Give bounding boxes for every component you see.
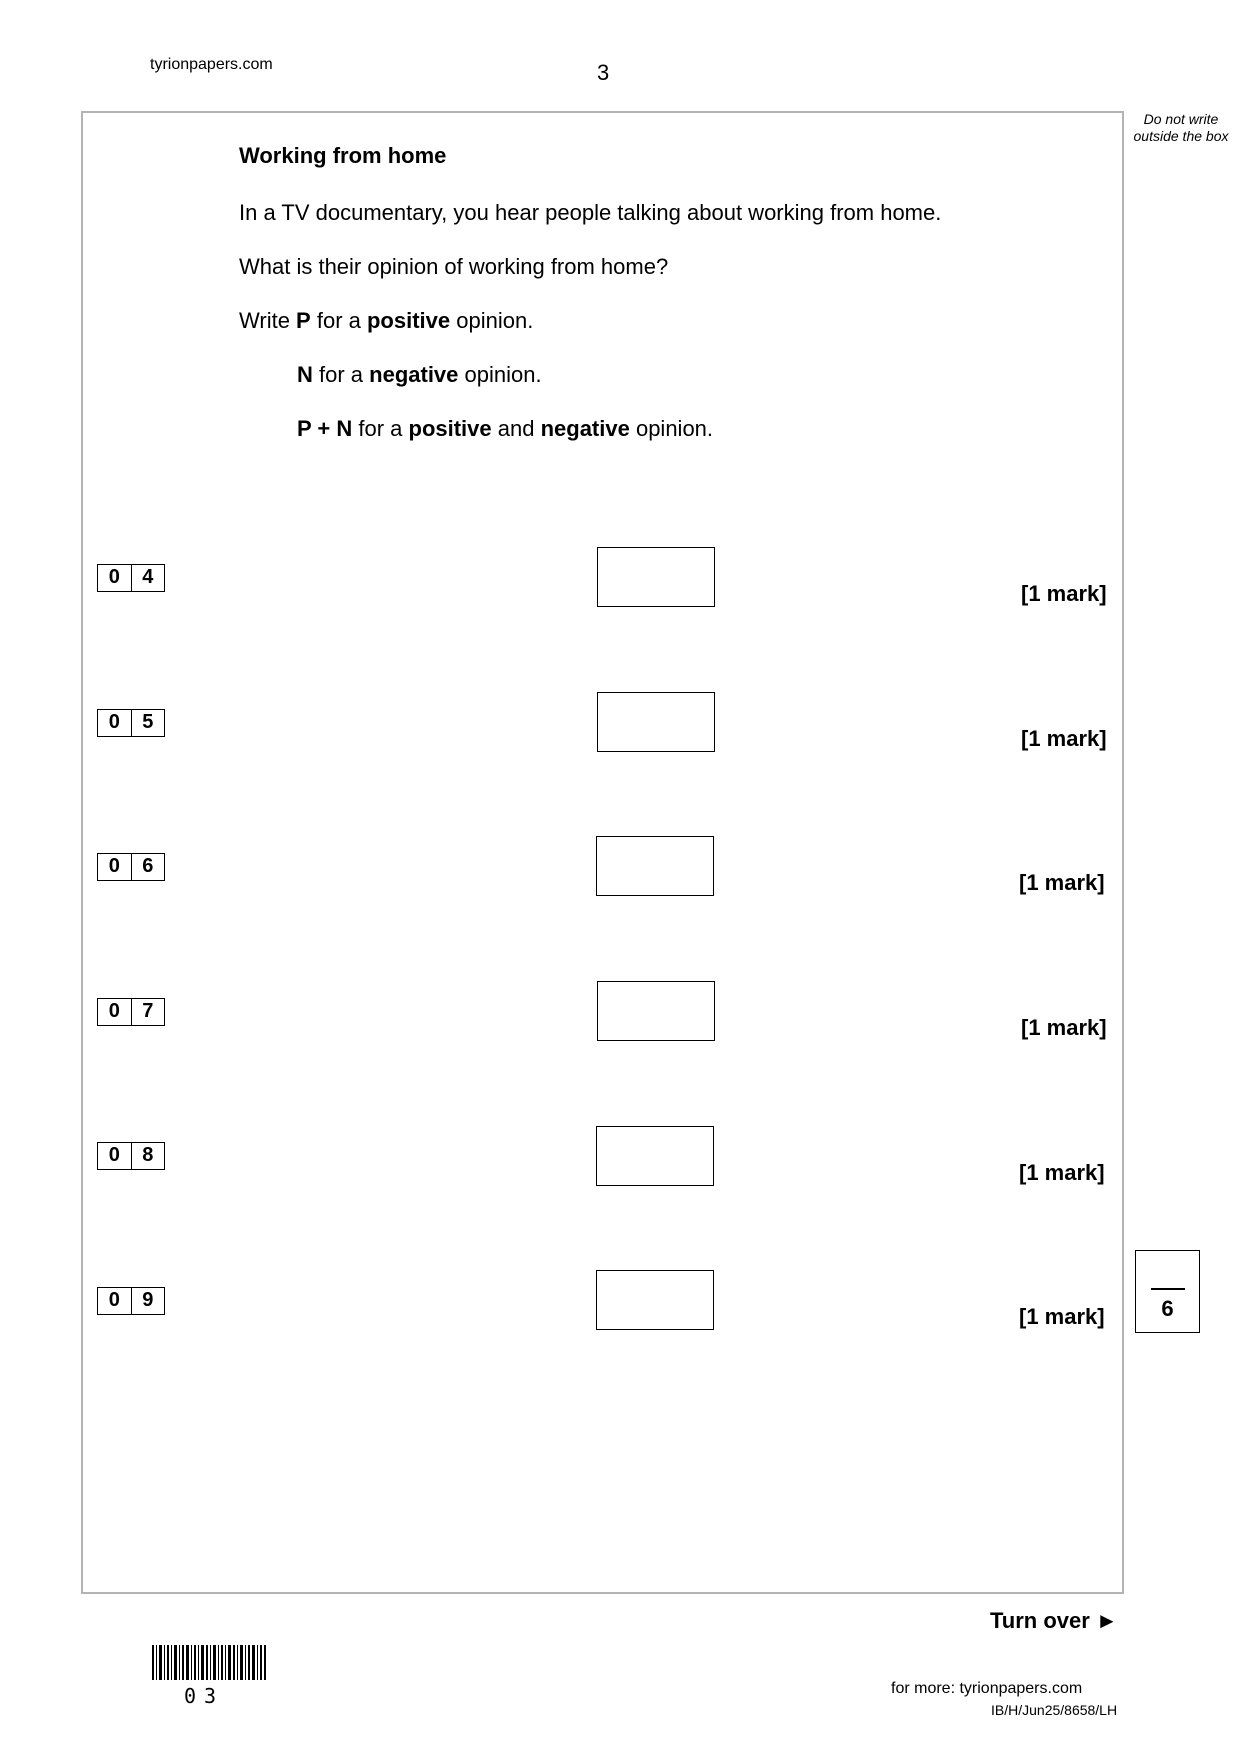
instruction-text: for a <box>352 416 409 441</box>
question-number-digit: 9 <box>131 1288 165 1314</box>
instruction-code: P <box>296 308 311 333</box>
instruction-text: for a <box>312 362 370 387</box>
turn-over-label: Turn over ► <box>990 1608 1118 1633</box>
question-number <box>97 564 165 592</box>
question-number-digit: 5 <box>131 710 165 736</box>
paper-code: IB/H/Jun25/8658/LH <box>991 1702 1118 1718</box>
instruction-text: opinion. <box>458 362 542 387</box>
instruction-code: N <box>297 362 313 387</box>
question-number-digit: 0 <box>108 855 120 877</box>
question-number-digit: 0 <box>108 566 120 588</box>
margin-note: Do not write outside the box <box>1133 111 1229 144</box>
mark-label: [1 mark] <box>1019 1160 1105 1185</box>
answer-box[interactable] <box>597 981 715 1041</box>
tally-line <box>1151 1288 1185 1290</box>
question-number <box>97 1142 165 1170</box>
question-number <box>97 1287 165 1315</box>
barcode-number: 03 <box>184 1684 225 1708</box>
instruction-code: P + N <box>297 416 353 441</box>
answer-box[interactable] <box>597 547 715 607</box>
answer-box[interactable] <box>596 1270 714 1330</box>
instruction-text: Write <box>239 308 297 333</box>
question-number-digit: 8 <box>131 1143 165 1169</box>
question-number <box>97 709 165 737</box>
question-number-digit: 4 <box>131 565 165 591</box>
barcode-icon <box>152 1645 266 1680</box>
page-total-box <box>1135 1250 1200 1333</box>
question-number-digit: 0 <box>108 1144 120 1166</box>
mark-label: [1 mark] <box>1019 1304 1105 1329</box>
question-number-digit: 0 <box>108 1289 120 1311</box>
intro-text: In a TV documentary, you hear people talking about working from home. <box>239 200 942 225</box>
mark-label: [1 mark] <box>1021 581 1107 606</box>
site-name: tyrionpapers.com <box>150 56 273 73</box>
question-number <box>97 998 165 1026</box>
answer-box[interactable] <box>596 1126 714 1186</box>
instruction-text: opinion. <box>629 416 714 441</box>
question-number-digit: 7 <box>131 999 165 1025</box>
instruction-negative <box>297 362 542 388</box>
instruction-keyword: positive <box>408 416 492 441</box>
instruction-keyword: negative <box>540 416 630 441</box>
page-total: 6 <box>1161 1296 1174 1321</box>
mark-label: [1 mark] <box>1021 726 1107 751</box>
question-number-digit: 6 <box>131 854 165 880</box>
question-number-digit: 0 <box>108 711 120 733</box>
question-number <box>97 853 165 881</box>
mark-label: [1 mark] <box>1019 870 1105 895</box>
answer-box[interactable] <box>596 836 714 896</box>
question-number-digit: 0 <box>108 1000 120 1022</box>
answer-box[interactable] <box>597 692 715 752</box>
question-text: What is their opinion of working from home? <box>239 254 669 279</box>
instruction-keyword: positive <box>366 308 451 333</box>
instruction-text: opinion. <box>450 308 534 333</box>
instruction-text: for a <box>310 308 367 333</box>
instruction-positive-negative <box>297 416 713 442</box>
instruction-positive <box>239 308 533 334</box>
mark-label: [1 mark] <box>1021 1015 1107 1040</box>
instruction-keyword: negative <box>369 362 459 387</box>
section-title: Working from home <box>239 143 447 168</box>
page-number: 3 <box>597 60 610 85</box>
instruction-text: and <box>491 416 541 441</box>
footer-site: for more: tyrionpapers.com <box>891 1680 1083 1697</box>
